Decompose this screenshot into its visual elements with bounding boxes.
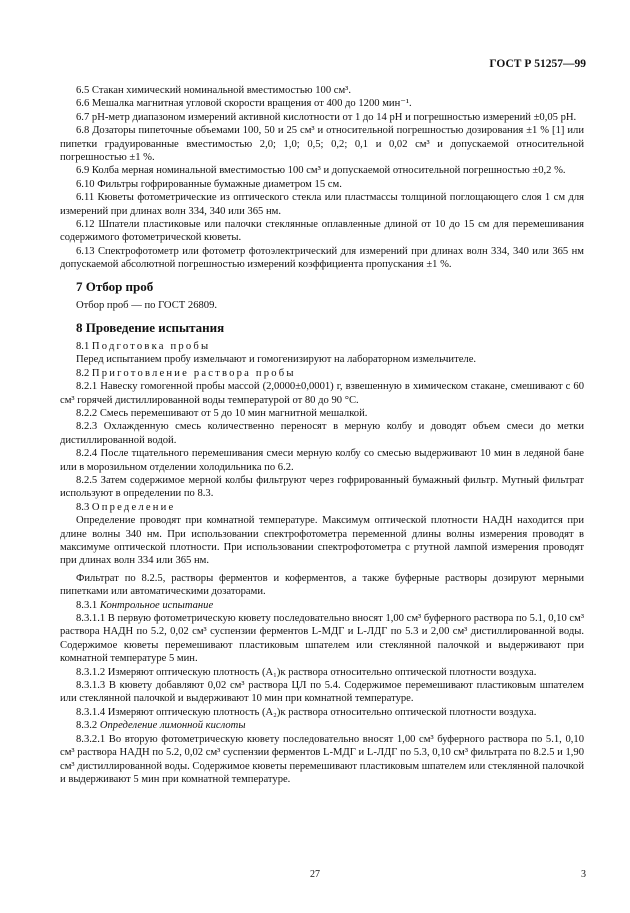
paragraph-8-2-1: 8.2.1 Навеску гомогенной пробы массой (2,0000±0,0001) г, взвешенную в химическом стакане, смешивают с 60 см³ горячей дистиллированной воды температурой от 80 до 90 °С. <box>60 381 584 406</box>
paragraph-8-2-3: 8.2.3 Охлажденную смесь количественно переносят в мерную колбу и доводят объем смеси до метки дистиллированной водой. <box>60 421 584 446</box>
item-6-11: 6.11 Кюветы фотометрические из оптического стекла или пластмассы толщиной поглощающего слоя 1 см для измерений при длинах волн 334, 340 или 365 нм. <box>60 192 584 217</box>
paragraph-8-3-1-4: 8.3.1.4 Измеряют оптическую плотность (A₂)к раствора относительно оптической плотности воздуха. <box>76 706 537 718</box>
paragraph-8-3-1-2: 8.3.1.2 Измеряют оптическую плотность (A₁)к раствора относительно оптической плотности воздуха. <box>76 666 537 678</box>
subsection-8-3-title: Определение <box>91 501 176 513</box>
paragraph-8-1: Перед испытанием пробу измельчают и гомогенизируют на лабораторном измельчителе. <box>76 354 477 366</box>
item-6-8: 6.8 Дозаторы пипеточные объемами 100, 50 и 25 см³ и относительной погрешностью дозирования ±1 % [1] или пипетки градуированные вместимостью 2,0; 1,0; 0,5; 0,2; 0,1 и 0,02 см³ и допускаемой относительной погрешностью ±1 %. <box>60 125 584 164</box>
paragraph-8-2-5: 8.2.5 Затем содержимое мерной колбы фильтруют через гофрированный бумажный фильтр. Мутный фильтрат используют в определении по 8.3. <box>60 474 584 500</box>
paragraph-8-2-2: 8.2.2 Смесь перемешивают от 5 до 10 мин магнитной мешалкой. <box>76 407 368 419</box>
item-6-6: 6.6 Мешалка магнитная угловой скорости вращения от 400 до 1200 мин⁻¹. <box>76 98 412 110</box>
subsection-8-2-title: Приготовление раствора пробы <box>91 367 296 379</box>
subsection-8-3-2-number: 8.3.2 <box>76 720 98 732</box>
paragraph-8-3-a: Определение проводят при комнатной температуре. Максимум оптической плотности НАДН находится при длине волны 340 нм. При использовании спектрофотометра переменной длины волны измерения проводят в максимуме оптической плотности. При использовании спектрофотометра с ртутной лампой измерения проводят при длинах волн 334 или 365 нм. <box>60 515 584 567</box>
section-8-heading: 8 Проведение испытания <box>76 319 225 335</box>
subsection-8-3-1-title: Контрольное испытание <box>99 599 214 611</box>
item-6-7: 6.7 рН-метр диапазоном измерений активной кислотности от 1 до 14 рН и погрешностью измерений ±0,05 рН. <box>76 111 577 123</box>
subsection-8-3-heading <box>60 501 584 514</box>
subsection-8-2-number: 8.2 <box>76 367 90 379</box>
item-6-13: 6.13 Спектрофотометр или фотометр фотоэлектрический для измерений при длинах волн 334, 340 или 365 нм допускаемой абсолютной погрешностью измерений коэффициента пропускания ±1 %. <box>60 245 584 271</box>
subsection-8-1-heading <box>60 340 584 353</box>
section-7-text: Отбор проб — по ГОСТ 26809. <box>76 300 218 312</box>
subsection-8-3-1-heading <box>60 599 584 612</box>
document-standard-number: ГОСТ Р 51257—99 <box>489 58 586 70</box>
section-7-heading: 7 Отбор проб <box>76 278 154 294</box>
page-number-right: 3 <box>581 869 586 880</box>
document-body <box>60 84 584 786</box>
subsection-8-3-2-heading <box>60 719 584 732</box>
item-6-12: 6.12 Шпатели пластиковые или палочки стеклянные оплавленные длиной от 10 до 15 см для перемешивания содержимого фотометрической кюветы. <box>60 219 584 244</box>
paragraph-8-3-1-3: 8.3.1.3 В кювету добавляют 0,02 см³ раствора ЦЛ по 5.4. Содержимое перемешивают пластиковым шпателем или стеклянной палочкой и выдерживают 10 мин при комнатной температуре. <box>60 680 584 705</box>
subsection-8-1-number: 8.1 <box>76 340 90 352</box>
item-6-10: 6.10 Фильтры гофрированные бумажные диаметром 15 см. <box>76 178 342 190</box>
paragraph-8-2-4: 8.2.4 После тщательного перемешивания смеси мерную колбу со смесью выдерживают 10 мин в ледяной бане или в морозильном отделении холодильника по 6.2. <box>60 448 584 473</box>
subsection-8-2-heading <box>60 367 584 380</box>
item-6-5: 6.5 Стакан химический номинальной вместимостью 100 см³. <box>76 85 352 96</box>
paragraph-8-3-1-1: 8.3.1.1 В первую фотометрическую кювету последовательно вносят 1,00 см³ буферного раствора по 5.1, 0,10 см³ раствора НАДН по 5.2, 0,02 см³ суспензии ферментов L-МДГ и L-ЛДГ по 5.3 и 2,00 см³ дистиллированной воды. Содержимое кюветы перемешивают пластиковым шпателем или стеклянной палочкой и выдерживают при комнатной температуре 5 мин. <box>60 613 584 665</box>
subsection-8-3-2-title: Определение лимонной кислоты <box>99 720 246 732</box>
paragraph-8-3-2-1: 8.3.2.1 Во вторую фотометрическую кювету последовательно вносят 1,00 см³ буферного раствора по 5.1, 0,10 см³ раствора НАДН по 5.2, 0,02 см³ суспензии ферментов L-МДГ и L-ЛДГ по 5.3, 0,10 см³ фильтрата по 8.2.5 и 1,90 см³ дистиллированной воды. Содержимое кюветы перемешивают пластиковым шпателем или стеклянной палочкой и выдерживают 5 мин при комнатной температуре. <box>60 733 584 785</box>
subsection-8-3-1-number: 8.3.1 <box>76 599 98 611</box>
item-6-9: 6.9 Колба мерная номинальной вместимостью 100 см³ и допускаемой относительной погрешностью ±0,2 %. <box>76 165 566 177</box>
subsection-8-1-title: Подготовка пробы <box>91 340 211 352</box>
paragraph-8-3-b: Фильтрат по 8.2.5, растворы ферментов и коферментов, а также буферные растворы дозируют мерными пипетками или автоматическими дозаторами. <box>60 572 584 598</box>
subsection-8-3-number: 8.3 <box>76 501 90 513</box>
page-number-center: 27 <box>310 869 320 880</box>
